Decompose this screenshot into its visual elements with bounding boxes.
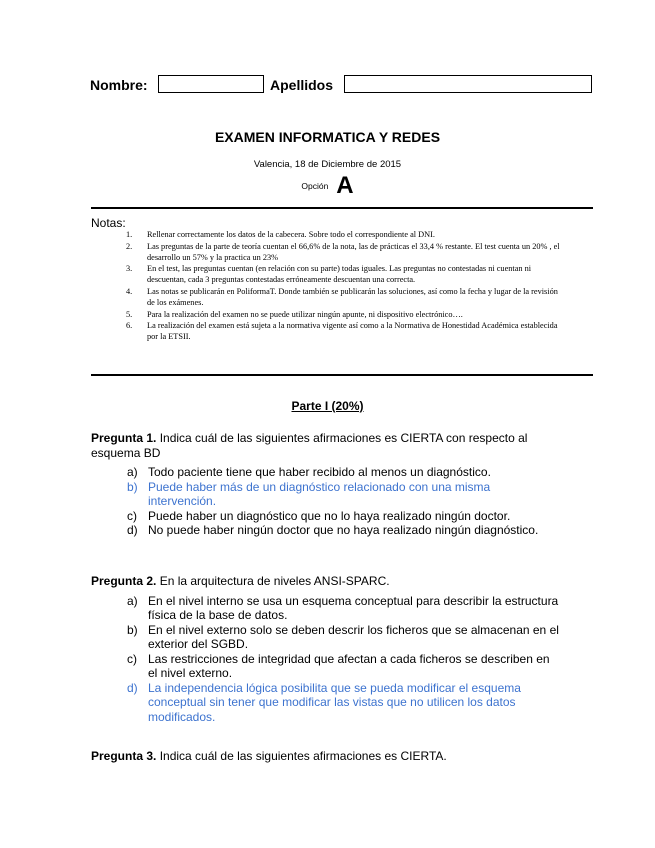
answer-option[interactable] [91,465,560,480]
student-header [90,75,595,97]
note-text: Para la realización del examen no se puede utilizar ningún apunte, ni dispositivo electrónico…. [147,309,463,319]
answer-list [91,465,571,538]
note-number: 5. [126,309,133,319]
note-text: Las notas se publicarán en PoliformaT. Donde también se publicarán las soluciones, así como la fecha y lugar de la revisión de los exámenes. [147,286,558,307]
note-number: 1. [126,230,133,239]
nombre-label: Nombre: [90,77,148,93]
answer-text: Todo paciente tiene que haber recibido al menos un diagnóstico. [148,465,491,479]
note-text: Las preguntas de la parte de teoría cuentan el 66,6% de la nota, las de prácticas el 33,4 % restante. El test cuenta un 20% , el desarrollo un 57% y la practica un 23% [147,241,560,262]
question-text: Indica cuál de las siguientes afirmaciones es CIERTA. [156,749,447,763]
answer-letter: b) [127,622,138,637]
answer-option[interactable] [91,509,560,524]
question-label: Pregunta 2. [91,574,157,588]
question-label: Pregunta 1. [91,431,157,445]
answer-text: Las restricciones de integridad que afectan a cada ficheros se describen en el nivel externo. [148,651,550,680]
question-1 [91,431,571,538]
note-text: Rellenar correctamente los datos de la cabecera. Sobre todo el correspondiente al DNI. [147,230,435,239]
note-number: 3. [126,264,133,274]
answer-text: En el nivel interno se usa un esquema conceptual para describir la estructura física de la base de datos. [148,593,559,622]
answer-list [91,594,571,725]
note-number: 4. [126,286,133,296]
answer-letter: b) [127,479,138,494]
nombre-field[interactable] [158,75,264,93]
note-text: En el test, las preguntas cuentan (en relación con su parte) todas iguales. Las preguntas no contestadas ni cuentan ni descuentan, cada 3 preguntas contestadas erróneamente descuentan una correcta. [147,264,532,285]
answer-option[interactable] [91,523,560,538]
answer-letter: a) [127,465,138,479]
divider-top [91,207,593,209]
exam-option [0,172,655,200]
note-item [122,287,567,309]
question-text: Indica cuál de las siguientes afirmaciones es CIERTA con respecto al esquema BD [91,431,528,460]
answer-option[interactable] [91,652,560,681]
option-label: Opción [301,181,329,191]
answer-option-correct[interactable] [91,480,560,509]
question-3 [91,749,571,764]
notes-list [122,230,567,344]
answer-letter: c) [127,508,137,523]
answer-text: En el nivel externo solo se deben descrir los ficheros que se almacenan en el exterior del SGBD. [148,622,559,651]
option-value: A [336,172,354,199]
question-text: En la arquitectura de niveles ANSI-SPARC. [156,574,390,588]
note-text: La realización del examen está sujeta a la normativa vigente así como a la Normativa de Honestidad Académica establecida por la ETSII. [147,321,558,342]
note-item [122,321,567,343]
note-number: 6. [126,321,133,331]
question-stem [91,431,571,460]
answer-letter: d) [127,523,138,537]
note-item [122,264,567,286]
exam-title: EXAMEN INFORMATICA Y REDES [214,129,441,145]
answer-letter: a) [127,593,138,608]
answer-option[interactable] [91,623,560,652]
apellidos-field[interactable] [344,75,592,93]
note-item [122,230,567,241]
answer-text: Puede haber más de un diagnóstico relacionado con una misma intervención. [148,479,491,508]
question-stem [91,574,571,589]
question-label: Pregunta 3. [91,749,157,763]
note-number: 2. [126,241,133,251]
answer-option[interactable] [91,594,560,623]
question-stem [91,749,571,764]
note-item [122,242,567,264]
divider-bottom [91,374,593,376]
answer-option-correct[interactable] [91,681,560,725]
section-title: Parte I (20%) [291,399,364,413]
exam-date: Valencia, 18 de Diciembre de 2015 [253,159,402,170]
answer-letter: d) [127,680,138,695]
note-item [122,310,567,321]
notes-title: Notas: [91,216,126,230]
question-2 [91,574,571,724]
answer-text: No puede haber ningún doctor que no haya realizado ningún diagnóstico. [148,523,539,537]
apellidos-label: Apellidos [270,77,334,93]
answer-text: La independencia lógica posibilita que se pueda modificar el esquema conceptual sin tener que modificar las vistas que no utilicen los datos modificados. [148,680,521,724]
answer-text: Puede haber un diagnóstico que no lo haya realizado ningún doctor. [148,508,511,523]
answer-letter: c) [127,651,137,666]
